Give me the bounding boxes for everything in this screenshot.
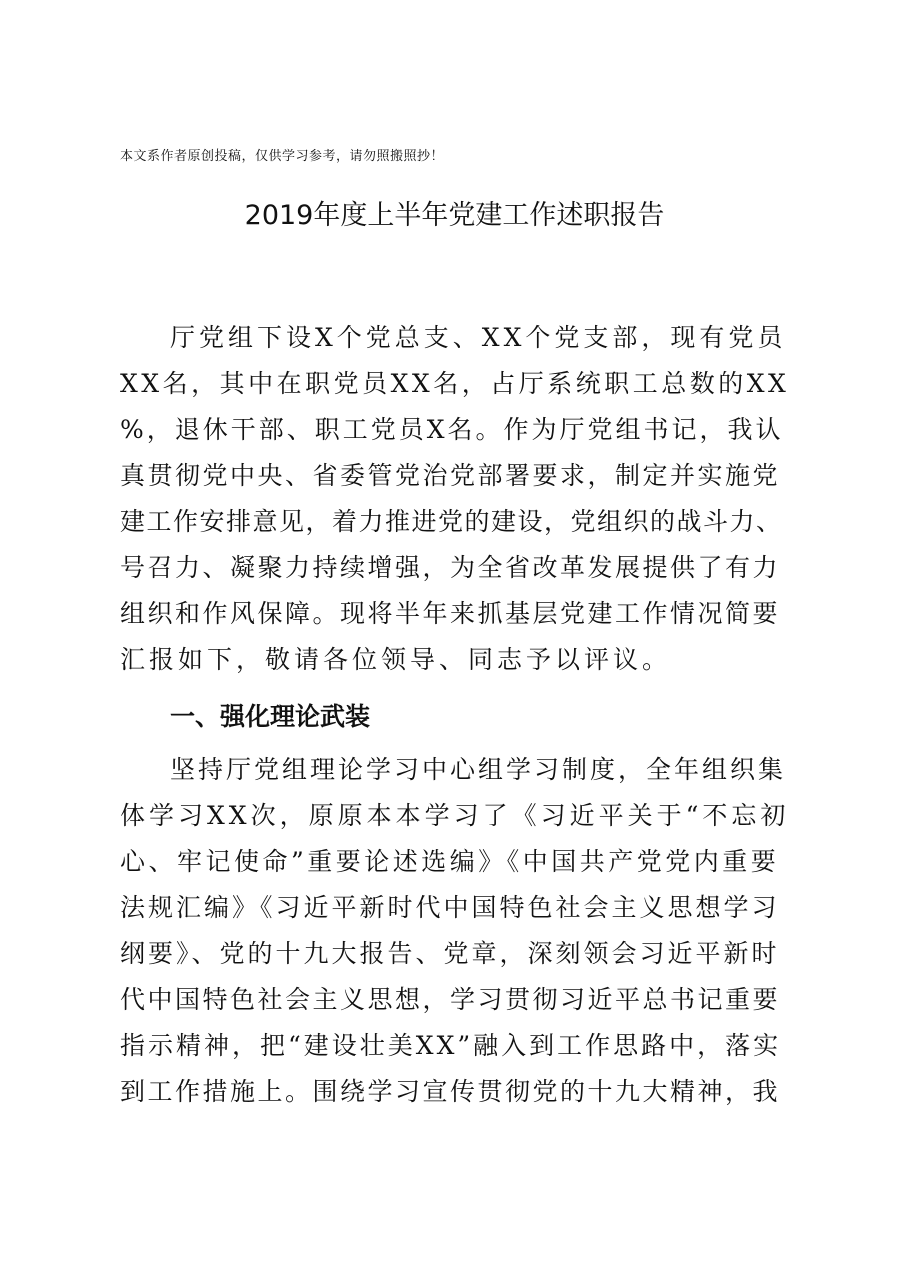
paragraph-1-line-3: %，退休干部、职工党员X名。作为厅党组书记，我认 — [120, 415, 784, 444]
paragraph-1-line-6: 号召力、凝聚力持续增强，为全省改革发展提供了有力 — [120, 553, 781, 582]
paragraph-1-line-1: 厅党组下设X个党总支、XX个党支部，现有党员 — [170, 323, 787, 352]
paragraph-1-line-8: 汇报如下，敬请各位领导、同志予以评议。 — [120, 645, 672, 674]
paragraph-2-line-3: 心、牢记使命”重要论述选编》《中国共产党党内重要 — [120, 847, 780, 876]
paragraph-2-line-8: 到工作措施上。围绕学习宣传贯彻党的十九大精神，我 — [120, 1077, 781, 1106]
paragraph-2-line-4: 法规汇编》《习近平新时代中国特色社会主义思想学习 — [120, 893, 780, 922]
document-title: 2019年度上半年党建工作述职报告 — [244, 200, 665, 231]
paragraph-1-line-2: XX名，其中在职党员XX名，占厅系统职工总数的XX — [120, 369, 790, 398]
paragraph-2-line-5: 纲要》、党的十九大报告、党章，深刻领会习近平新时 — [120, 939, 780, 968]
paragraph-2-line-2: 体学习XX次，原原本本学习了《习近平关于“不忘初 — [120, 801, 790, 830]
copyright-notice: 本文系作者原创投稿，仅供学习参考，请勿照搬照抄！ — [120, 149, 445, 164]
paragraph-2-line-1: 坚持厅党组理论学习中心组学习制度，全年组织集 — [170, 755, 787, 784]
paragraph-1-line-4: 真贯彻党中央、省委管党治党部署要求，制定并实施党 — [120, 461, 781, 490]
paragraph-1-line-7: 组织和作风保障。现将半年来抓基层党建工作情况简要 — [120, 599, 781, 628]
paragraph-2-line-6: 代中国特色社会主义思想，学习贯彻习近平总书记重要 — [120, 985, 781, 1014]
paragraph-1-line-5: 建工作安排意见，着力推进党的建设，党组织的战斗力、 — [120, 507, 783, 536]
section-1-heading: 一、强化理论武装 — [170, 702, 371, 731]
paragraph-2-line-7: 指示精神，把“建设壮美XX”融入到工作思路中，落实 — [120, 1031, 782, 1060]
